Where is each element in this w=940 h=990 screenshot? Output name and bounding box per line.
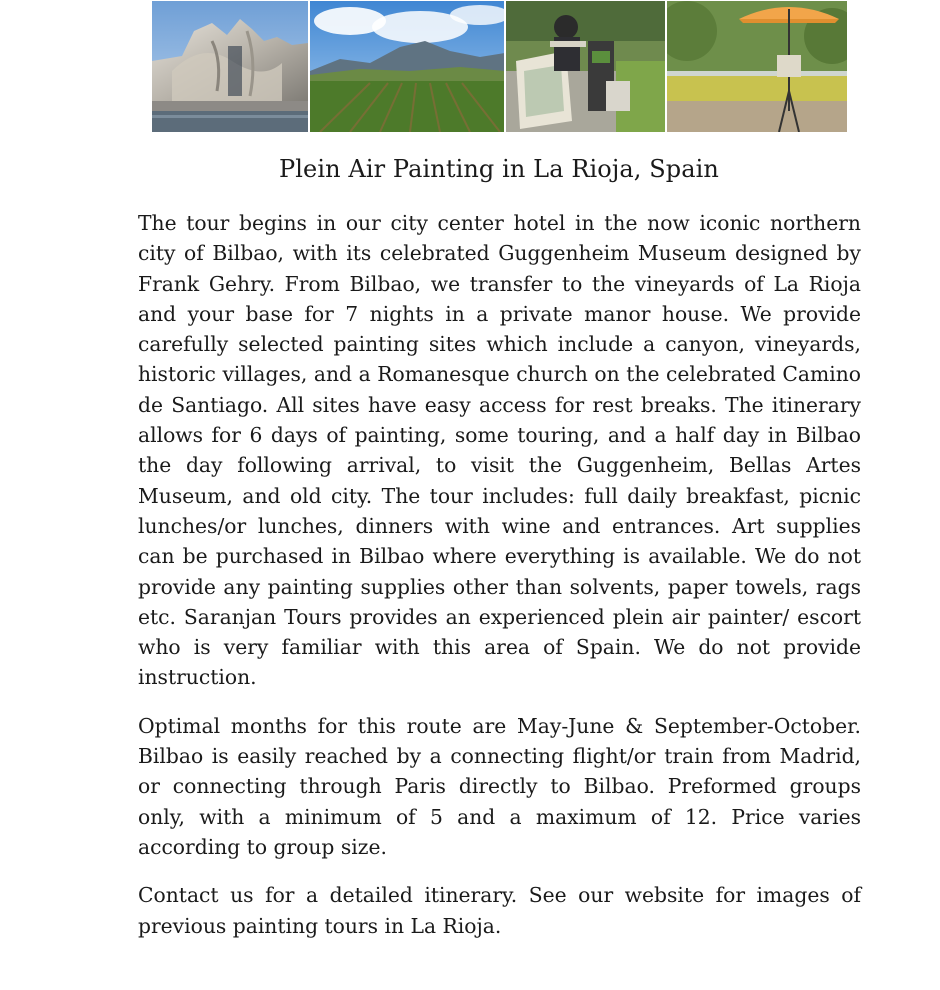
- paragraph-tour-description: The tour begins in our city center hotel in the now iconic northern city of Bilbao, with its celebrated Guggenheim Museum designed by Frank Gehry. From Bilbao, we transfer to the vineyards of La Rioja and your base for 7 nights in a private manor house. We provide carefully selected painting sites which include a canyon, vineyards, historic villages, and a Romanesque church on the celebrated Camino de Santiago. All sites have easy access for rest breaks. The itinerary allows for 6 days of painting, some touring, and a half day in Bilbao the day following arrival, to visit the Guggenheim, Bellas Artes Museum, and old city. The tour includes: full daily breakfast, picnic lunches/or lunches, dinners with wine and entrances. Art supplies can be purchased in Bilbao where everything is available. We do not provide any painting supplies other than solvents, paper towels, rags etc. Saranjan Tours provides an experienced plein air painter/ escort who is very familiar with this area of Spain. We do not provide instruction.: [138, 211, 861, 690]
- paragraph-travel-info: Optimal months for this route are May-June & September-October. Bilbao is easily reached by a connecting flight/or train from Madrid, or connecting through Paris directly to Bilbao. Preformed groups only, with a minimum of 5 and a maximum of 12. Price varies according to group size.: [138, 713, 861, 859]
- page-title: Plein Air Painting in La Rioja, Spain: [279, 155, 719, 183]
- guggenheim-museum-photo: [152, 1, 308, 132]
- painter-at-easel-photo: [506, 1, 665, 132]
- umbrella-easel-photo: [667, 1, 847, 132]
- paragraph-contact: Contact us for a detailed itinerary. See our website for images of previous painting tours in La Rioja.: [138, 883, 861, 938]
- vineyard-landscape-photo: [310, 1, 504, 132]
- photo-strip: [152, 1, 847, 132]
- body-text: [138, 208, 861, 959]
